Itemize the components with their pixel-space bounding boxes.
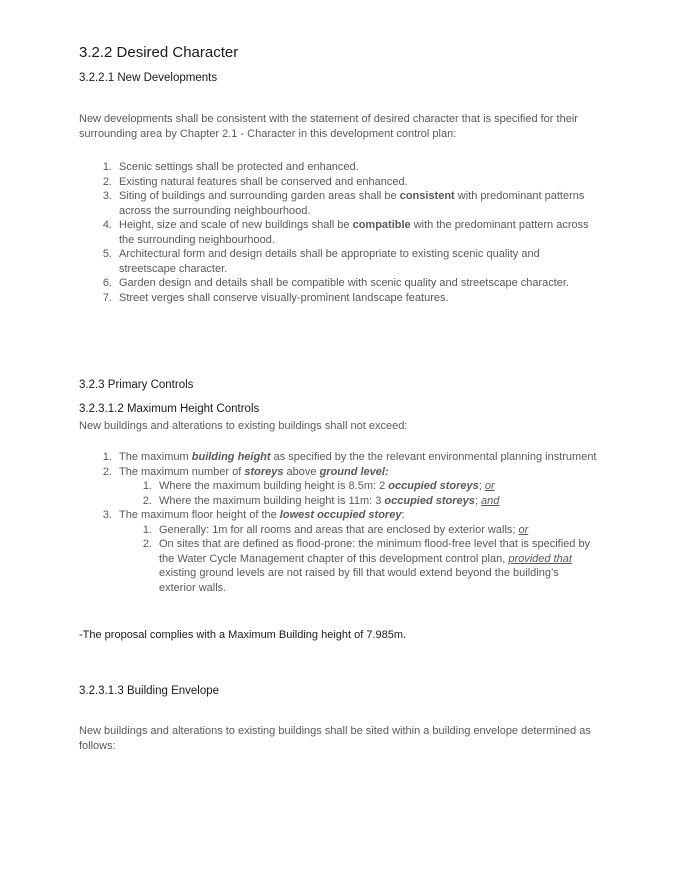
envelope-intro: New buildings and alterations to existing buildings shall be sited within a building envelope determined as follows: <box>79 725 591 752</box>
height-controls-list <box>102 450 597 595</box>
list-item: 4. Height, size and scale of new buildings shall be compatible with the predominant pattern across the surrounding neighbourhood. <box>102 219 589 246</box>
list-item: 3. The maximum floor height of the lowest occupied storey: <box>102 509 405 521</box>
heading-primary-controls: 3.2.3 Primary Controls <box>79 379 194 391</box>
heading-building-envelope: 3.2.3.1.3 Building Envelope <box>79 685 220 697</box>
list-item: 2. The maximum number of storeys above ground level: <box>102 465 389 478</box>
subheading-new-developments: 3.2.2.1 New Developments <box>79 72 218 84</box>
list-item: 7. Street verges shall conserve visually-prominent landscape features. <box>102 291 449 304</box>
list-item: 3. Siting of buildings and surrounding garden areas shall be consistent with predominant patterns across the surrounding neighbourhood. <box>102 190 585 217</box>
list-item: 6. Garden design and details shall be compatible with scenic quality and streetscape character. <box>102 277 570 289</box>
sub-list-item: 1. Where the maximum building height is 8.5m: 2 occupied storeys; or <box>142 480 495 492</box>
list-item: 1. The maximum building height as specified by the the relevant environmental planning instrument <box>102 451 597 463</box>
subheading-max-height-controls: 3.2.3.1.2 Maximum Height Controls <box>79 403 260 415</box>
sub-list-item: 2. Where the maximum building height is 11m: 3 occupied storeys; and <box>142 494 500 507</box>
sub-list-item: 1. Generally: 1m for all rooms and areas that are enclosed by exterior walls; or <box>142 523 529 536</box>
compliance-statement: -The proposal complies with a Maximum Building height of 7.985m. <box>79 629 407 641</box>
section-heading-desired-character: 3.2.2 Desired Character <box>79 44 239 61</box>
sub-list-item: 2. On sites that are defined as flood-prone: the minimum flood-free level that is specified by the Water Cycle Management chapter of this development control plan, provided that existing ground levels are not raised by fill that would extend beyond the building’s exterior walls. <box>142 538 591 594</box>
list-item: 1. Scenic settings shall be protected and enhanced. <box>102 161 359 173</box>
list-item: 2. Existing natural features shall be conserved and enhanced. <box>102 175 408 188</box>
intro-paragraph: New developments shall be consistent with the statement of desired character that is specified for their surrounding area by Chapter 2.1 - Character in this development control plan: <box>79 113 578 140</box>
height-intro: New buildings and alterations to existing buildings shall not exceed: <box>79 420 408 432</box>
desired-character-list <box>102 160 597 305</box>
list-item: 5. Architectural form and design details shall be appropriate to existing scenic quality and streetscape character. <box>102 248 540 275</box>
